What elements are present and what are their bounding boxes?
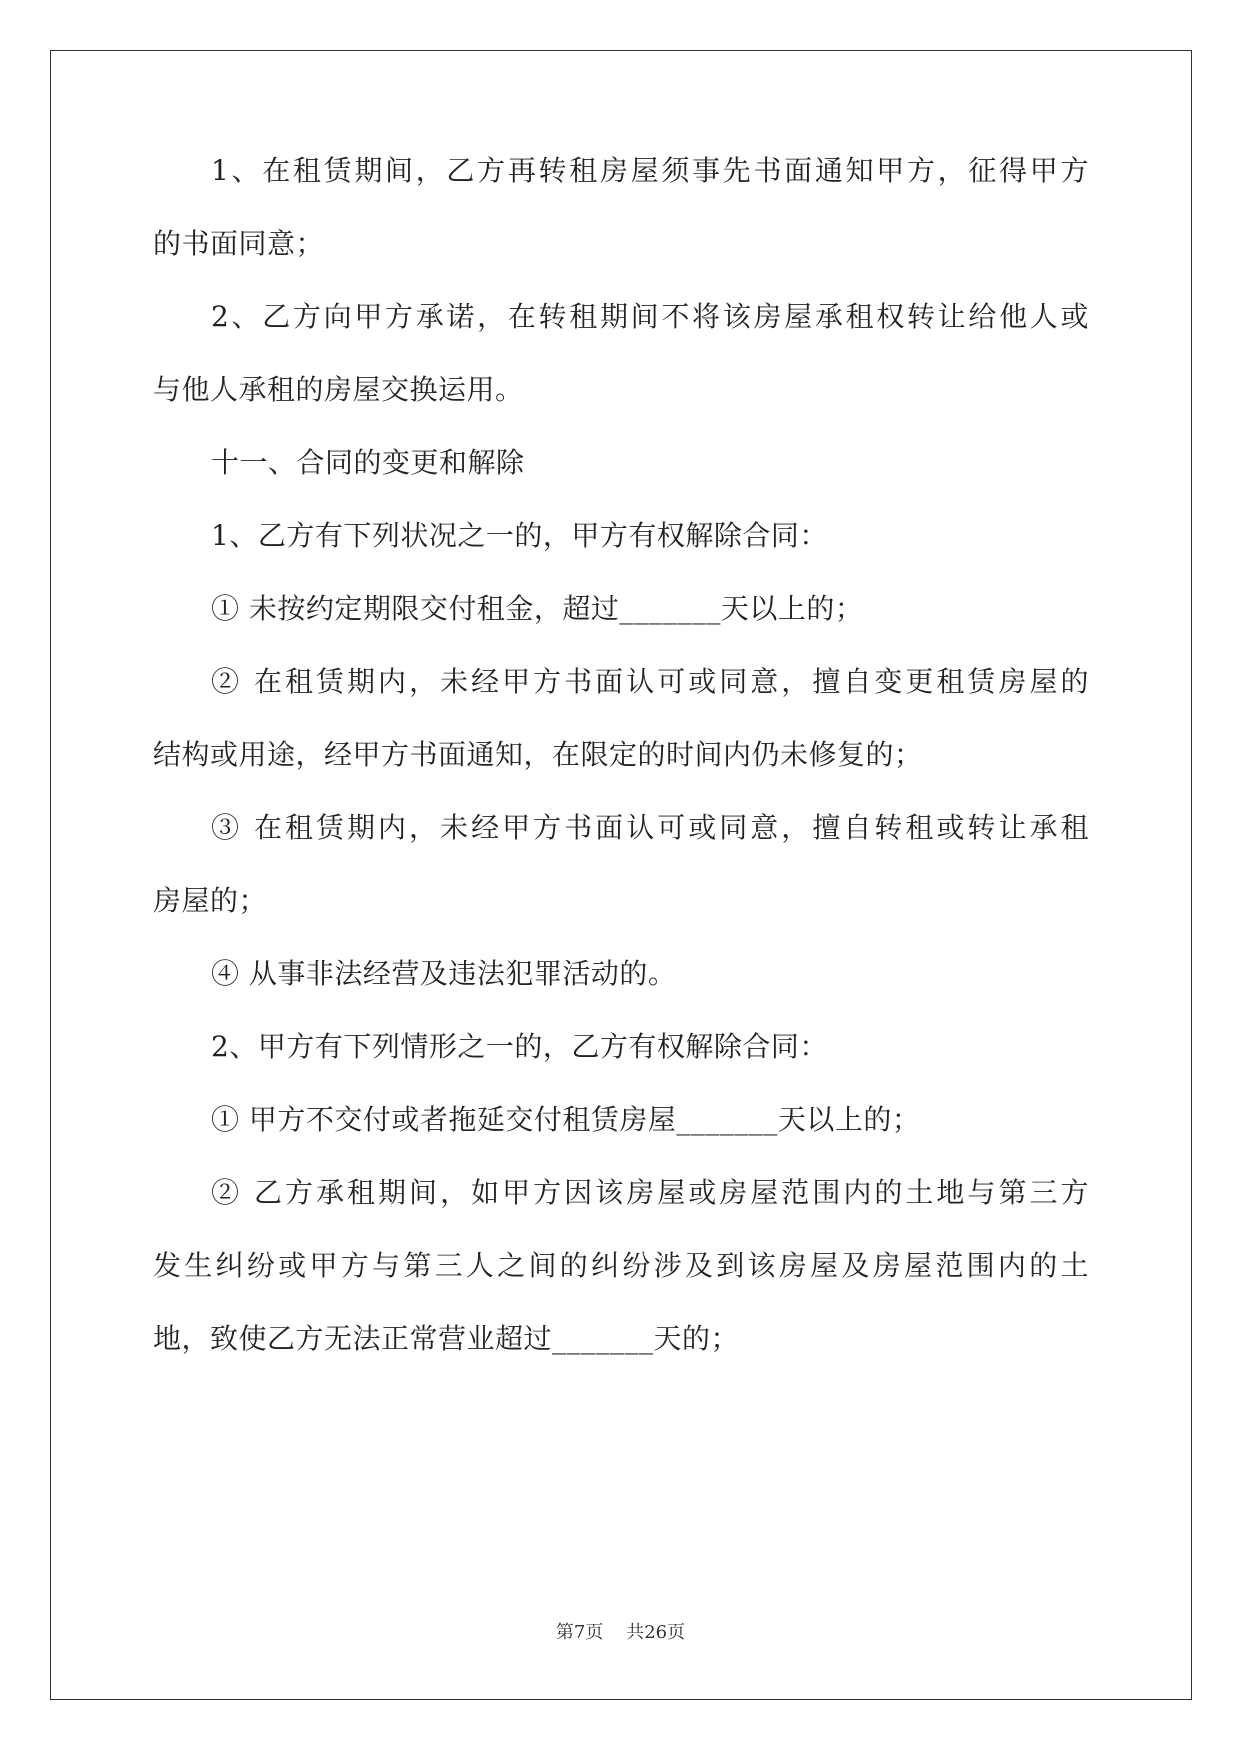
paragraph-line: 2、甲方有下列情形之一的，乙方有权解除合同： — [211, 1030, 828, 1063]
paragraph-line: ② 在租赁期内，未经甲方书面认可或同意，擅自变更租赁房屋的 — [211, 665, 1089, 698]
paragraph-line: 1、乙方有下列状况之一的，甲方有权解除合同： — [211, 519, 828, 552]
paragraph-line: ① 未按约定期限交付租金，超过_______天以上的； — [211, 592, 864, 625]
paragraph-line: ① 甲方不交付或者拖延交付租赁房屋_______天以上的； — [211, 1103, 921, 1136]
total-pages-label: 共26页 — [626, 1622, 686, 1643]
paragraph-line: 发生纠纷或甲方与第三人之间的纠纷涉及到该房屋及房屋范围内的土 — [153, 1249, 1089, 1282]
current-page-label: 第7页 — [555, 1622, 604, 1643]
paragraph-line: 房屋的； — [153, 884, 268, 917]
paragraph-line: 结构或用途，经甲方书面通知，在限定的时间内仍未修复的； — [153, 738, 923, 771]
section-heading: 十一、合同的变更和解除 — [211, 446, 525, 479]
page-footer — [0, 1621, 1241, 1645]
paragraph-line: 地，致使乙方无法正常营业超过_______天的； — [153, 1322, 740, 1355]
paragraph-line: 2、乙方向甲方承诺，在转租期间不将该房屋承租权转让给他人或 — [211, 300, 1089, 333]
paragraph-line: ② 乙方承租期间，如甲方因该房屋或房屋范围内的土地与第三方 — [211, 1176, 1089, 1209]
paragraph-line: ③ 在租赁期内，未经甲方书面认可或同意，擅自转租或转让承租 — [211, 811, 1089, 844]
paragraph-line: 1、在租赁期间，乙方再转租房屋须事先书面通知甲方，征得甲方 — [211, 154, 1089, 187]
paragraph-line: 的书面同意； — [153, 227, 325, 260]
paragraph-line: 与他人承租的房屋交换运用。 — [153, 373, 524, 406]
paragraph-line: ④ 从事非法经营及违法犯罪活动的。 — [211, 957, 677, 990]
